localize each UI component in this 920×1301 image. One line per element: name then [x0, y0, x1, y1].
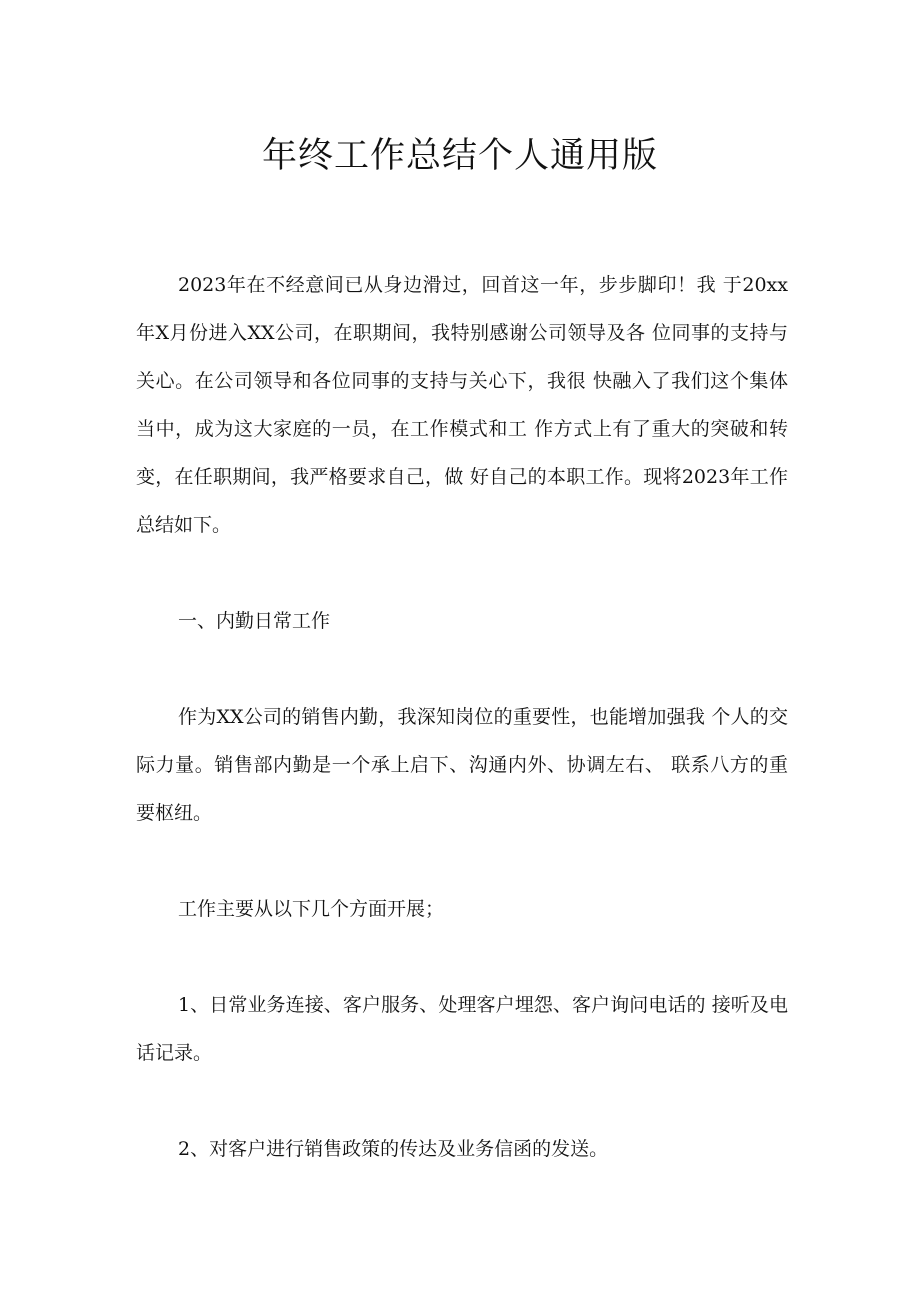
- document-title: 年终工作总结个人通用版: [261, 136, 658, 176]
- paragraph-role: 作为XX公司的销售内勤，我深知岗位的重要性，也能增加强我 个人的交际力量。销售部内勤是一个承上启下、沟通内外、协调左右、 联系八方的重要枢纽。: [136, 706, 788, 824]
- paragraph-intro: 2023年在不经意间已从身边滑过，回首这一年，步步脚印！我 于20xx年X月份进入XX公司，在职期间，我特别感谢公司领导及各 位同事的支持与关心。在公司领导和各位同事的支持与关心下，我很 快融入了我们这个集体当中，成为这大家庭的一员，在工作模式和工 作方式上有了重大的突破和转变，在任职期间，我严格要求自己，做 好自己的本职工作。现将2023年工作总结如下。: [136, 274, 788, 536]
- paragraph-work-aspects: 工作主要从以下几个方面开展；: [178, 898, 445, 920]
- list-item-1: 1、日常业务连接、客户服务、处理客户埋怨、客户询问电话的 接听及电话记录。: [136, 994, 788, 1064]
- list-item-2: 2、对客户进行销售政策的传达及业务信函的发送。: [178, 1138, 609, 1160]
- section-heading-internal-work: 一、内勤日常工作: [178, 610, 331, 632]
